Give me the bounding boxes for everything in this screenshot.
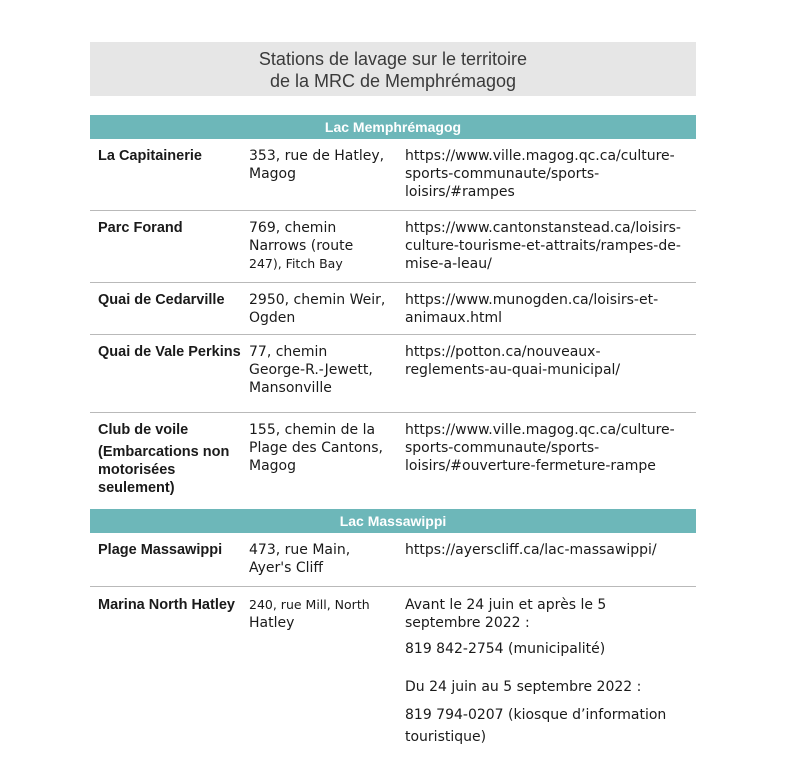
- url-line[interactable]: culture-tourisme-et-attraits/rampes-de-: [405, 238, 681, 254]
- phone-number: 819 842-2754 (municipalité): [405, 641, 606, 657]
- table-row: [90, 283, 696, 335]
- station-name: La Capitainerie: [98, 148, 202, 164]
- table-row: [90, 139, 696, 211]
- station-url[interactable]: [405, 147, 695, 201]
- address-line: 353, rue de Hatley,: [249, 148, 385, 164]
- info-paragraph: [405, 596, 695, 632]
- document-title: [90, 42, 696, 96]
- phone-number: [405, 704, 695, 748]
- station-address: [249, 596, 399, 632]
- station-address: [249, 147, 399, 183]
- address-line: 769, chemin: [249, 220, 337, 236]
- address-line: Magog: [249, 458, 296, 474]
- section-header-massawippi: Lac Massawippi: [90, 509, 696, 533]
- address-line: 247), Fitch Bay: [249, 256, 343, 271]
- station-url[interactable]: [405, 291, 695, 327]
- table-row: [90, 533, 696, 587]
- address-line: Magog: [249, 166, 296, 182]
- url-line[interactable]: animaux.html: [405, 310, 503, 326]
- station-url[interactable]: [405, 343, 695, 379]
- info-paragraph: Du 24 juin au 5 septembre 2022 :: [405, 679, 642, 695]
- address-line: Mansonville: [249, 380, 332, 396]
- title-line-2: de la MRC de Memphrémagog: [269, 71, 517, 91]
- address-line: 473, rue Main,: [249, 542, 351, 558]
- station-address: [249, 421, 399, 475]
- section-header-memphremagog: Lac Memphrémagog: [90, 115, 696, 139]
- address-line: Narrows (route: [249, 238, 354, 254]
- url-line[interactable]: loisirs/#ouverture-fermeture-rampe: [405, 458, 656, 474]
- table-row: [90, 587, 696, 757]
- station-name: Plage Massawippi: [98, 542, 223, 558]
- url-line[interactable]: reglements-au-quai-municipal/: [405, 362, 621, 378]
- url-line[interactable]: sports-communaute/sports-: [405, 440, 600, 456]
- address-line: George-R.-Jewett,: [249, 362, 373, 378]
- station-name: Club de voile: [98, 422, 189, 438]
- url-line[interactable]: https://ayerscliff.ca/lac-massawippi/: [405, 542, 657, 558]
- station-url[interactable]: [405, 219, 695, 273]
- address-line: 2950, chemin Weir,: [249, 292, 386, 308]
- table-row: [90, 211, 696, 283]
- station-name: Parc Forand: [98, 220, 183, 236]
- address-line: 77, chemin: [249, 344, 328, 360]
- title-line-1: Stations de lavage sur le territoire: [258, 49, 528, 69]
- info-line: 819 794-0207 (kiosque d’information: [405, 707, 667, 723]
- url-line[interactable]: mise-a-leau/: [405, 256, 492, 272]
- url-line[interactable]: https://www.munogden.ca/loisirs-et-: [405, 292, 659, 308]
- address-line: Ogden: [249, 310, 296, 326]
- address-line: Ayer's Cliff: [249, 560, 324, 576]
- info-line: septembre 2022 :: [405, 615, 530, 631]
- url-line[interactable]: https://potton.ca/nouveaux-: [405, 344, 601, 360]
- station-name-note: (Embarcations non motorisées seulement): [98, 444, 230, 496]
- station-address: [249, 219, 399, 273]
- station-url[interactable]: [405, 421, 695, 475]
- station-name: Quai de Vale Perkins: [98, 344, 241, 360]
- station-address: [249, 291, 399, 327]
- url-line[interactable]: sports-communaute/sports-: [405, 166, 600, 182]
- address-line: 155, chemin de la: [249, 422, 376, 438]
- table-row: [90, 335, 696, 413]
- url-line[interactable]: https://www.ville.magog.qc.ca/culture-: [405, 148, 675, 164]
- station-name: Marina North Hatley: [98, 597, 235, 613]
- info-line: touristique): [405, 729, 487, 745]
- station-name: Quai de Cedarville: [98, 292, 225, 308]
- station-url[interactable]: [405, 541, 695, 559]
- url-line[interactable]: https://www.ville.magog.qc.ca/culture-: [405, 422, 675, 438]
- address-line: Hatley: [249, 615, 295, 631]
- address-line: Plage des Cantons,: [249, 440, 384, 456]
- address-line: 240, rue Mill, North: [249, 597, 370, 612]
- url-line[interactable]: https://www.cantonstanstead.ca/loisirs-: [405, 220, 681, 236]
- table-row: [90, 413, 696, 508]
- station-name-block: [98, 421, 243, 497]
- url-line[interactable]: loisirs/#rampes: [405, 184, 515, 200]
- station-address: [249, 343, 399, 397]
- info-line: Avant le 24 juin et après le 5: [405, 597, 607, 613]
- station-address: [249, 541, 399, 577]
- contact-info: [405, 596, 695, 748]
